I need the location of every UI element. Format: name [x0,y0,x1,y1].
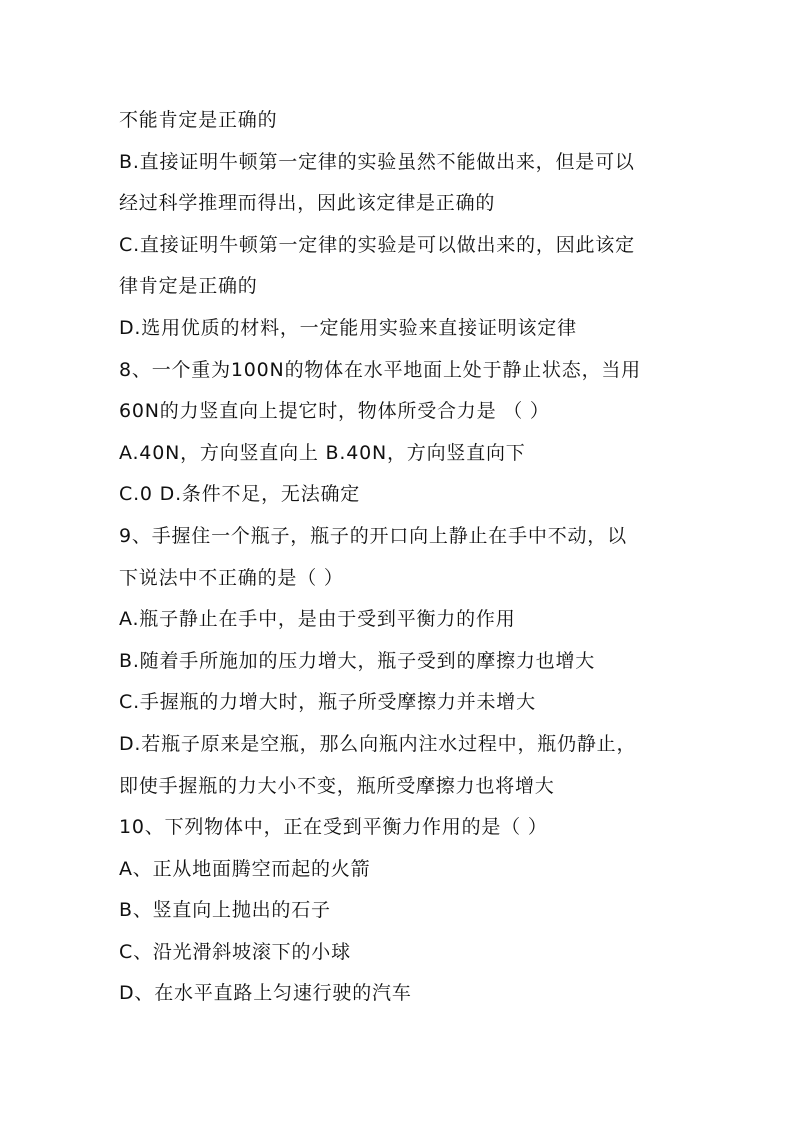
question-10: 10、下列物体中，正在受到平衡力作用的是（ ） [119,816,548,839]
option-7d: D.选用优质的材料，一定能用实验来直接证明该定律 [119,316,577,339]
option-10b: B、竖直向上抛出的石子 [119,899,331,922]
question-9-line-2: 下说法中不正确的是（ ） [119,566,344,589]
option-7c-line-2: 律肯定是正确的 [119,275,258,298]
option-10d: D、在水平直路上匀速行驶的汽车 [119,982,412,1005]
option-9d-line-1: D.若瓶子原来是空瓶，那么向瓶内注水过程中，瓶仍静止， [119,732,637,755]
option-9d-line-2: 即使手握瓶的力大小不变，瓶所受摩擦力也将增大 [119,774,555,797]
question-9-line-1: 9、手握住一个瓶子，瓶子的开口向上静止在手中不动，以 [119,524,627,547]
option-9b: B.随着手所施加的压力增大，瓶子受到的摩擦力也增大 [119,649,596,672]
text-line-continuation-7a: 不能肯定是正确的 [119,109,278,131]
option-7c-line-1: C.直接证明牛顿第一定律的实验是可以做出来的，因此该定 [119,233,635,256]
option-10a: A、正从地面腾空而起的火箭 [119,857,371,880]
option-9a: A.瓶子静止在手中，是由于受到平衡力的作用 [119,608,516,631]
option-9c: C.手握瓶的力增大时，瓶子所受摩擦力并未增大 [119,691,536,714]
option-7b-line-1: B.直接证明牛顿第一定律的实验虽然不能做出来，但是可以 [119,150,635,173]
question-text-block [119,100,699,1015]
question-8-line-2: 60N的力竖直向上提它时，物体所受合力是 （ ） [119,400,550,423]
question-8-options-cd: C.0 D.条件不足，无法确定 [119,483,361,506]
question-8-options-ab: A.40N，方向竖直向上 B.40N，方向竖直向下 [119,441,526,464]
question-8-line-1: 8、一个重为100N的物体在水平地面上处于静止状态，当用 [119,358,641,381]
option-10c: C、沿光滑斜坡滚下的小球 [119,940,351,963]
option-7b-line-2: 经过科学推理而得出，因此该定律是正确的 [119,192,496,215]
